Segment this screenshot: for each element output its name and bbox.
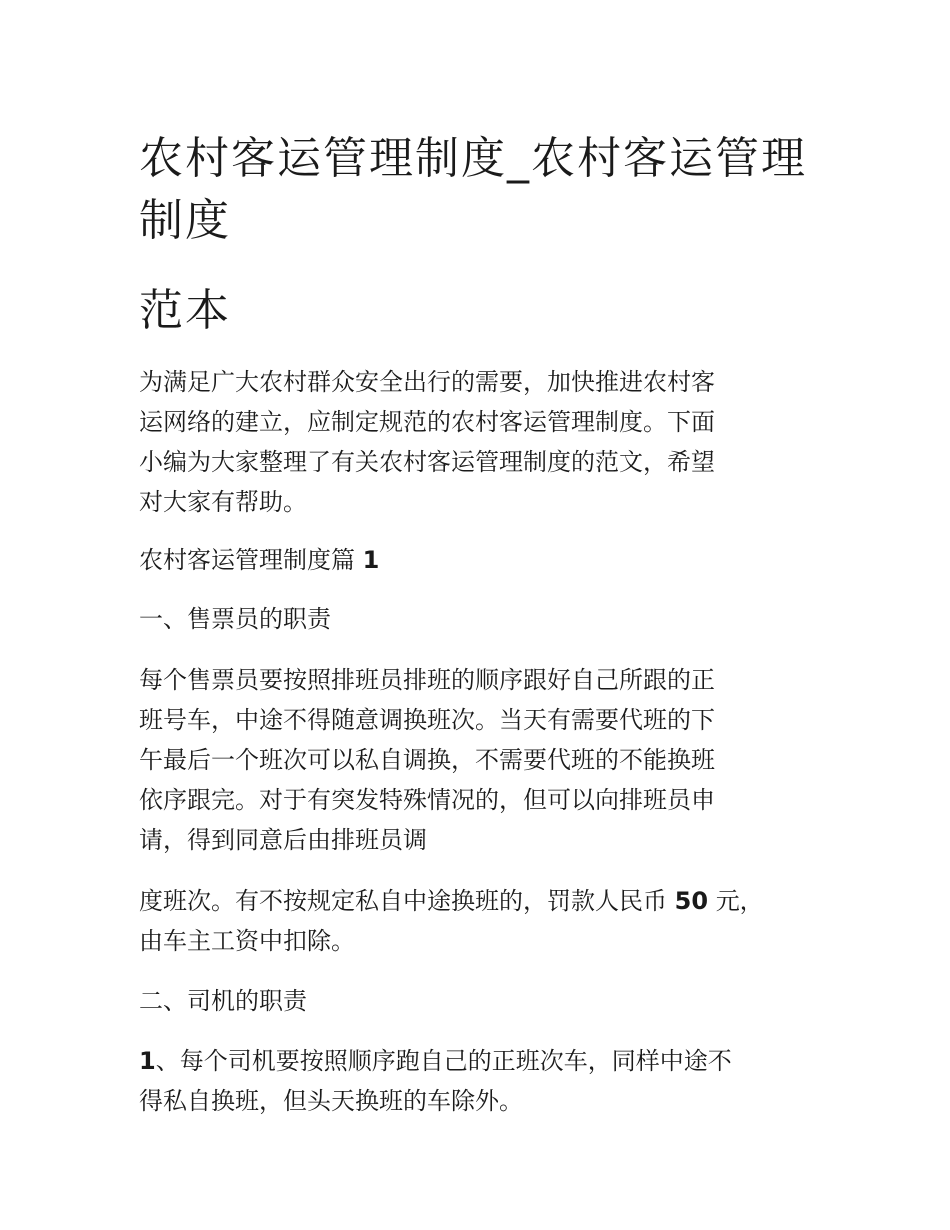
part1-continuation-line-1	[139, 881, 839, 921]
section-heading	[139, 540, 379, 580]
part1-continuation	[139, 881, 839, 961]
part1-line: 依序跟完。对于有突发特殊情况的，但可以向排班员申	[139, 786, 715, 814]
part1-line: 每个售票员要按照排班员排班的顺序跟好自己所跟的正	[139, 666, 715, 694]
part2-item-line-2: 得私自换班，但头天换班的车除外。	[139, 1087, 523, 1115]
part1-paragraph	[139, 660, 799, 860]
intro-line: 为满足广大农村群众安全出行的需要，加快推进农村客	[139, 368, 715, 396]
part1-heading: 一、售票员的职责	[139, 605, 331, 633]
intro-line: 对大家有帮助。	[139, 488, 307, 516]
intro-line: 运网络的建立，应制定规范的农村客运管理制度。下面	[139, 408, 715, 436]
part1-line: 午最后一个班次可以私自调换，不需要代班的不能换班	[139, 746, 715, 774]
fine-amount: 50	[674, 887, 709, 915]
title-line-1: 农村客运管理制度_农村客运管理	[139, 133, 807, 184]
part1-line: 班号车，中途不得随意调换班次。当天有需要代班的下	[139, 706, 715, 734]
document-title	[139, 128, 839, 252]
fine-text-prefix: 度班次。有不按规定私自中途换班的，罚款人民币	[139, 887, 667, 915]
part2-heading: 二、司机的职责	[139, 987, 307, 1015]
fine-text-suffix: 元，	[715, 887, 764, 915]
part2-item-number: 1	[139, 1047, 156, 1075]
section-heading-text: 农村客运管理制度篇	[139, 546, 355, 574]
document-subtitle: 范本	[139, 285, 231, 336]
part1-line: 请，得到同意后由排班员调	[139, 826, 427, 854]
intro-line: 小编为大家整理了有关农村客运管理制度的范文，希望	[139, 448, 715, 476]
intro-paragraph	[139, 362, 799, 522]
part1-continuation-line-2: 由车主工资中扣除。	[139, 927, 355, 955]
title-line-2: 制度	[139, 195, 231, 246]
part2-item-line-1	[139, 1041, 839, 1081]
part2-item-1	[139, 1041, 839, 1121]
section-heading-number: 1	[362, 546, 380, 574]
part2-item-text: 、每个司机要按照顺序跑自己的正班次车，同样中途不	[155, 1047, 732, 1075]
